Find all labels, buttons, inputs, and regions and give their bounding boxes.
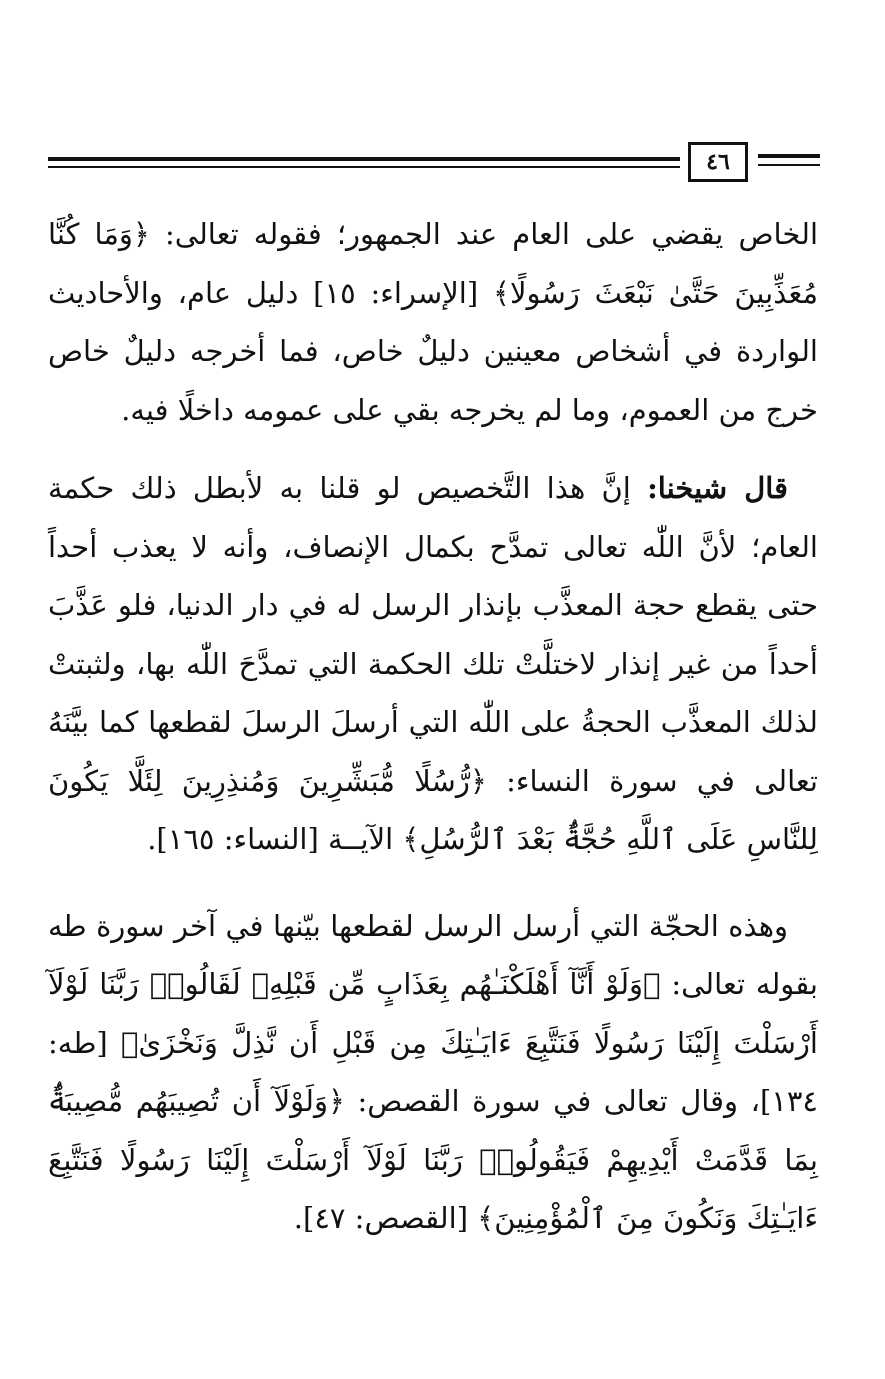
header-rule-thick bbox=[48, 157, 680, 161]
paragraph-1: الخاص يقضي على العام عند الجمهور؛ فقوله تعالى: ﴿وَمَا كُنَّا مُعَذِّبِينَ حَتَّىٰ نَبْعَثَ رَسُولًا﴾ [الإسراء: ١٥] دليل عام، والأحاديث الواردة في أشخاص معينين دليلٌ خاص، فما أخرجه دليلٌ خاص خرج من العموم، وما لم يخرجه بقي على عمومه داخلًا فيه. bbox=[48, 217, 818, 427]
page-header bbox=[40, 140, 820, 180]
header-rule-short-thick bbox=[758, 154, 820, 158]
paragraph-2 bbox=[48, 459, 818, 869]
speaker-label: قال شيخنا: bbox=[647, 471, 788, 505]
page-body bbox=[48, 205, 818, 1248]
paragraph-3: وهذه الحجّة التي أرسل الرسل لقطعها بيّنها في آخر سورة طه بقوله تعالى: ﴿وَلَوْ أَنَّآ أَهْلَكْنَـٰهُم بِعَذَابٍ مِّن قَبْلِهِۦ لَقَالُوا۟ رَبَّنَا لَوْلَآ أَرْسَلْتَ إِلَيْنَا رَسُولًا فَنَتَّبِعَ ءَايَـٰتِكَ مِن قَبْلِ أَن نَّذِلَّ وَنَخْزَىٰ﴾ [طه: ١٣٤]، وقال تعالى في سورة القصص: ﴿وَلَوْلَآ أَن تُصِيبَهُم مُّصِيبَةٌۢ بِمَا قَدَّمَتْ أَيْدِيهِمْ فَيَقُولُوا۟ رَبَّنَا لَوْلَآ أَرْسَلْتَ إِلَيْنَا رَسُولًا فَنَتَّبِعَ ءَايَـٰتِكَ وَنَكُونَ مِنَ ٱلْمُؤْمِنِينَ﴾ [القصص: ٤٧]. bbox=[48, 908, 818, 1235]
page-number: ٤٦ bbox=[688, 142, 748, 182]
header-rule-thin bbox=[48, 166, 680, 168]
paragraph-2-text: إنَّ هذا التَّخصيص لو قلنا به لأبطل ذلك حكمة العام؛ لأنَّ اللّٰه تعالى تمدَّح بكمال الإنصاف، وأنه لا يعذب أحداً حتى يقطع حجة المعذَّب بإنذار الرسل له في دار الدنيا، فلو عَذَّبَ أحداً من غير إنذار لاختلَّتْ تلك الحكمة التي تمدَّحَ اللّٰه بها، ولثبتتْ لذلك المعذَّب الحجةُ على اللّٰه التي أرسلَ الرسلَ لقطعها كما بيَّنَهُ تعالى في سورة النساء: ﴿رُّسُلًا مُّبَشِّرِينَ وَمُنذِرِينَ لِئَلَّا يَكُونَ لِلنَّاسِ عَلَى ٱللَّهِ حُجَّةٌۢ بَعْدَ ٱلرُّسُلِ﴾ الآيــة [النساء: ١٦٥]. bbox=[48, 471, 819, 856]
header-rule-short-thin bbox=[758, 164, 820, 166]
